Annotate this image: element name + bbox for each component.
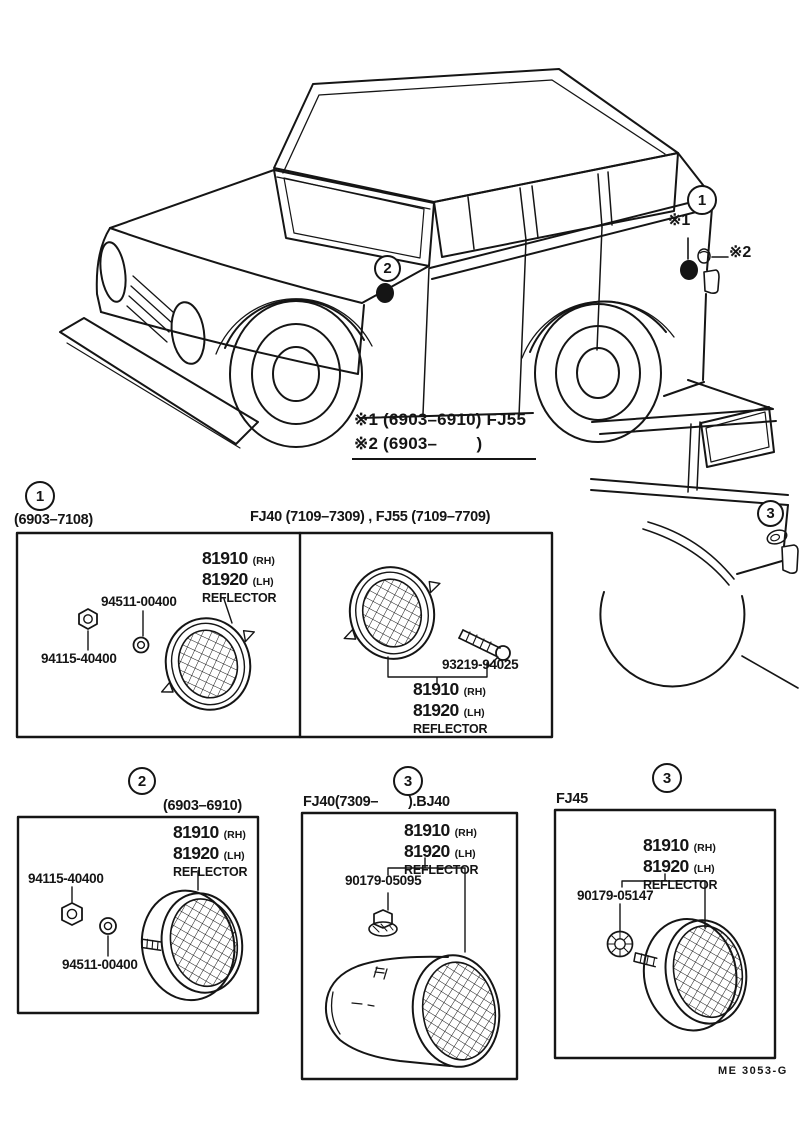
part-side-lh: (LH)	[252, 576, 274, 588]
reflector-icon	[628, 910, 755, 1039]
part-side-rh: (RH)	[223, 829, 246, 841]
part-number-rh: 81910	[404, 820, 450, 840]
box1-header-right: FJ40 (7109–7309) , FJ55 (7109–7709)	[250, 509, 491, 525]
screw-icon	[459, 630, 510, 660]
box2-header: (6903–6910)	[163, 798, 242, 814]
reflector-icon	[332, 557, 454, 669]
box4-header: FJ45	[556, 791, 588, 807]
washer-part-number: 94511-00400	[62, 957, 138, 972]
part-side-lh: (LH)	[223, 850, 245, 862]
box4-callout-digit: 3	[662, 769, 672, 787]
reflector-icon	[146, 606, 271, 722]
box3-icons	[326, 858, 506, 1072]
washer-icon	[100, 918, 116, 934]
part-name: REFLECTOR	[404, 863, 479, 877]
nut-part-number: 90179-05147	[577, 888, 654, 903]
part-side-rh: (RH)	[693, 842, 716, 854]
reflector-icon	[133, 882, 251, 1008]
part-number-lh: 81920	[404, 841, 450, 861]
part-name: REFLECTOR	[643, 878, 718, 892]
screw-part-number: 93219-94025	[442, 657, 519, 672]
note-line-1: ※1 (6903–6910) FJ55	[354, 410, 527, 429]
part-side-rh: (RH)	[463, 686, 486, 698]
note1-marker: ※1	[668, 212, 691, 229]
box2-part-label	[173, 822, 247, 879]
rear-callout-3	[757, 500, 784, 527]
note-line-2: ※2 (6903– )	[354, 434, 483, 453]
part-name: REFLECTOR	[413, 722, 488, 736]
rear-callout-3-digit: 3	[766, 505, 775, 522]
washer-part-number: 94511-00400	[101, 594, 177, 609]
part-side-lh: (LH)	[454, 848, 476, 860]
hex-nut-icon	[62, 903, 82, 925]
part-number-lh: 81920	[202, 569, 248, 589]
part-name: REFLECTOR	[173, 865, 248, 879]
front-reflector-dot	[377, 284, 393, 302]
box1-callout-digit: 1	[35, 487, 45, 505]
nut-part-number: 90179-05095	[345, 873, 422, 888]
part-side-lh: (LH)	[693, 863, 715, 875]
car-callout-1	[687, 185, 717, 215]
car-callout-1-digit: 1	[697, 191, 707, 209]
box1-right-part-label	[413, 679, 487, 736]
box1-header-left: (6903–7108)	[14, 512, 93, 528]
part-number-rh: 81910	[202, 548, 248, 568]
box3-part-label	[404, 820, 478, 877]
nut-part-number: 94115-40400	[28, 871, 104, 886]
part-number-rh: 81910	[413, 679, 459, 699]
box3-header: FJ40(7309– ).BJ40	[303, 794, 450, 810]
car-callout-2	[374, 255, 401, 282]
washer-icon	[134, 638, 149, 653]
box2-callout	[128, 767, 156, 795]
flange-nut-icon	[369, 910, 397, 936]
notes-underline	[352, 458, 536, 460]
vehicle-rear-quarter-drawing	[591, 380, 798, 688]
part-number-lh: 81920	[643, 856, 689, 876]
box3-callout-digit: 3	[403, 772, 413, 790]
box1-callout	[25, 481, 55, 511]
box4-callout	[652, 763, 682, 793]
knurled-nut-icon	[608, 932, 633, 957]
nut-part-number: 94115-40400	[41, 651, 117, 666]
hex-nut-icon	[79, 609, 97, 629]
part-side-rh: (RH)	[252, 555, 275, 567]
mounting-stud	[140, 936, 162, 953]
box2-callout-digit: 2	[137, 772, 147, 790]
box2-icons	[62, 871, 251, 1008]
box4-part-label	[643, 835, 717, 892]
part-number-rh: 81910	[173, 822, 219, 842]
teardrop-reflector-icon	[326, 950, 506, 1073]
note2-marker: ※2	[729, 244, 752, 261]
car-callout-2-digit: 2	[383, 260, 392, 277]
part-number-rh: 81910	[643, 835, 689, 855]
part-name: REFLECTOR	[202, 591, 277, 605]
box3-callout	[393, 766, 423, 796]
rear-reflector-dot	[681, 261, 697, 279]
part-side-lh: (LH)	[463, 707, 485, 719]
part-number-lh: 81920	[173, 843, 219, 863]
box1-left-part-label	[202, 548, 276, 605]
page-code: ME 3053-G	[718, 1065, 788, 1077]
part-number-lh: 81920	[413, 700, 459, 720]
part-side-rh: (RH)	[454, 827, 477, 839]
